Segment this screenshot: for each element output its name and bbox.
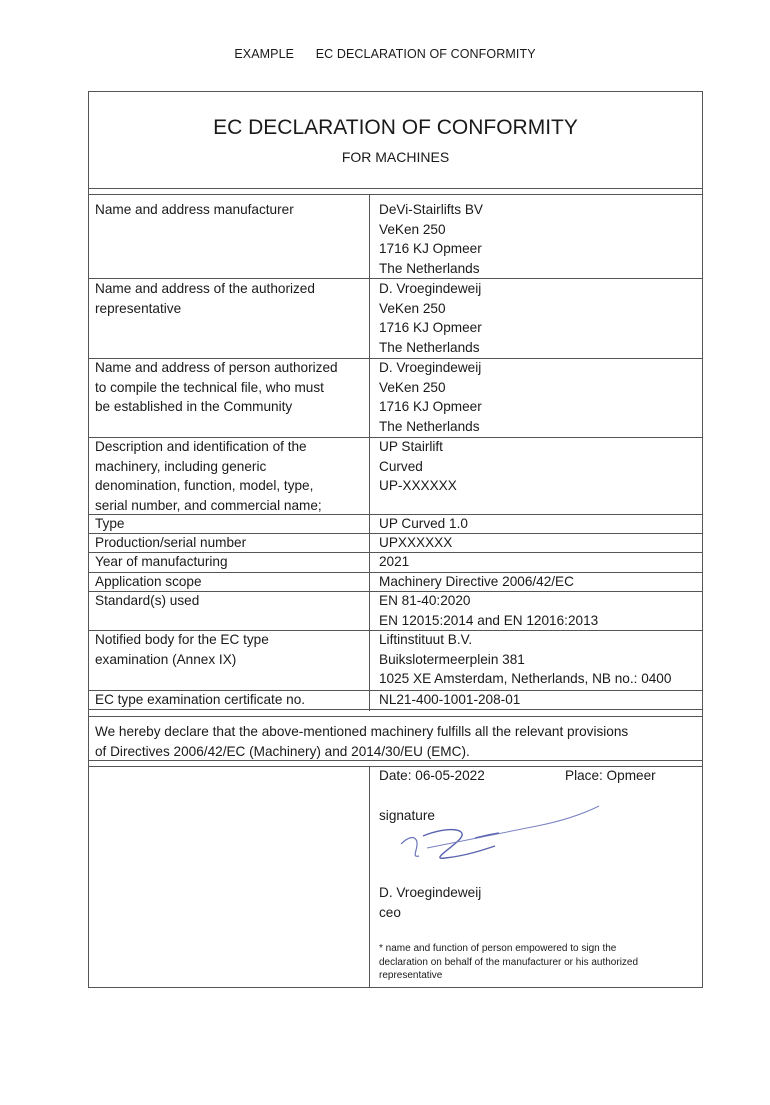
field-value: 1716 KJ Opmeer [379,399,482,415]
declaration-line: We hereby declare that the above-mentioned machinery fulfills all the relevant provisions [95,724,629,739]
column-divider [369,194,370,711]
field-label-cell [95,690,363,710]
declaration-line: of Directives 2006/42/EC (Machinery) and 2014/30/EU (EMC). [95,743,470,759]
field-value: UP Stairlift [379,439,443,454]
row-rule [89,709,702,710]
field-label: machinery, including generic [95,458,267,474]
field-label: Application scope [95,574,202,589]
date-field: Date: 06-05-2022 [379,768,485,783]
column-divider [369,766,370,987]
field-value-cell [379,358,699,436]
field-label: to compile the technical file, who must [95,379,324,395]
field-label-cell [95,200,363,220]
field-label: Name and address of person authorized [95,360,338,375]
field-value: UP-XXXXXX [379,478,457,494]
title-rule [89,188,702,189]
field-label: be established in the Community [95,399,293,415]
field-value: VeKen 250 [379,221,446,237]
field-label: Type [95,516,125,531]
field-value-cell [379,437,699,496]
signature-footnote [379,942,689,983]
field-value-cell [379,630,699,689]
footnote-line: representative [379,970,443,981]
document-subtitle: FOR MACHINES [341,149,450,165]
signer-name: D. Vroegindeweij [379,885,482,900]
field-label: Standard(s) used [95,593,200,608]
declaration-text [95,722,695,761]
field-value: Machinery Directive 2006/42/EC [379,574,574,589]
field-value: EN 81-40:2020 [379,593,471,608]
field-value: UPXXXXXX [379,535,453,550]
field-label-cell [95,552,363,572]
field-label-cell [95,533,363,553]
place-field: Place: Opmeer [565,768,656,783]
field-label-cell [95,591,363,611]
field-label-cell [95,279,363,318]
field-value: 1716 KJ Opmeer [379,241,482,257]
field-value: 1716 KJ Opmeer [379,320,482,336]
field-value: DeVi-Stairlifts BV [379,202,483,217]
signer-role: ceo [379,905,401,920]
field-label-cell [95,514,363,534]
field-value-cell [379,279,699,357]
field-value: Buikslotermeerplein 381 [379,651,525,667]
field-value-cell [379,690,699,710]
field-value-cell [379,591,699,630]
field-value-cell [379,200,699,278]
date-place-row [379,768,679,783]
field-value: D. Vroegindeweij [379,281,482,296]
field-value-cell [379,572,699,592]
header-example-label: EXAMPLE [234,47,295,61]
field-value: VeKen 250 [379,379,446,395]
field-label: Year of manufacturing [95,554,228,569]
field-label: examination (Annex IX) [95,651,237,667]
header-document-title: EC DECLARATION OF CONFORMITY [315,47,536,61]
field-value: VeKen 250 [379,300,446,316]
field-label-cell [95,630,363,669]
field-label: Name and address of the authorized [95,281,315,296]
title-block [89,92,702,189]
field-value: EN 12015:2014 and EN 12016:2013 [379,612,599,628]
field-value: Liftinstituut B.V. [379,632,473,647]
field-value: The Netherlands [379,339,480,355]
field-label: EC type examination certificate no. [95,692,306,707]
page-header [0,47,770,61]
field-value: D. Vroegindeweij [379,360,482,375]
footnote-line: declaration on behalf of the manufacturer or his authorized [379,956,639,968]
signature-label: signature [379,808,435,823]
field-value: Curved [379,458,423,474]
field-label: Notified body for the EC type [95,632,269,647]
field-value: NL21-400-1001-208-01 [379,692,521,707]
document-title: EC DECLARATION OF CONFORMITY [213,116,578,139]
field-label: serial number, and commercial name; [95,497,322,513]
field-label: Description and identification of the [95,439,307,454]
signature-top-rule [89,766,702,767]
field-label-cell [95,572,363,592]
declaration-form [88,91,703,988]
field-value-cell [379,533,699,553]
field-label-cell [95,358,363,417]
field-label-cell [95,437,363,515]
field-value-cell [379,552,699,572]
field-value-cell [379,514,699,534]
field-value: UP Curved 1.0 [379,516,468,531]
field-label: representative [95,300,182,316]
field-value: The Netherlands [379,260,480,276]
field-value: 1025 XE Amsterdam, Netherlands, NB no.: 0400 [379,671,672,687]
field-label: denomination, function, model, type, [95,478,314,494]
field-value: 2021 [379,554,410,569]
field-label: Production/serial number [95,535,247,550]
declaration-top-rule [89,716,702,717]
footnote-line: * name and function of person empowered to sign the [379,943,617,954]
field-value: The Netherlands [379,418,480,434]
field-label: Name and address manufacturer [95,202,294,217]
handwritten-signature [387,798,607,878]
table-top-rule [89,194,702,195]
